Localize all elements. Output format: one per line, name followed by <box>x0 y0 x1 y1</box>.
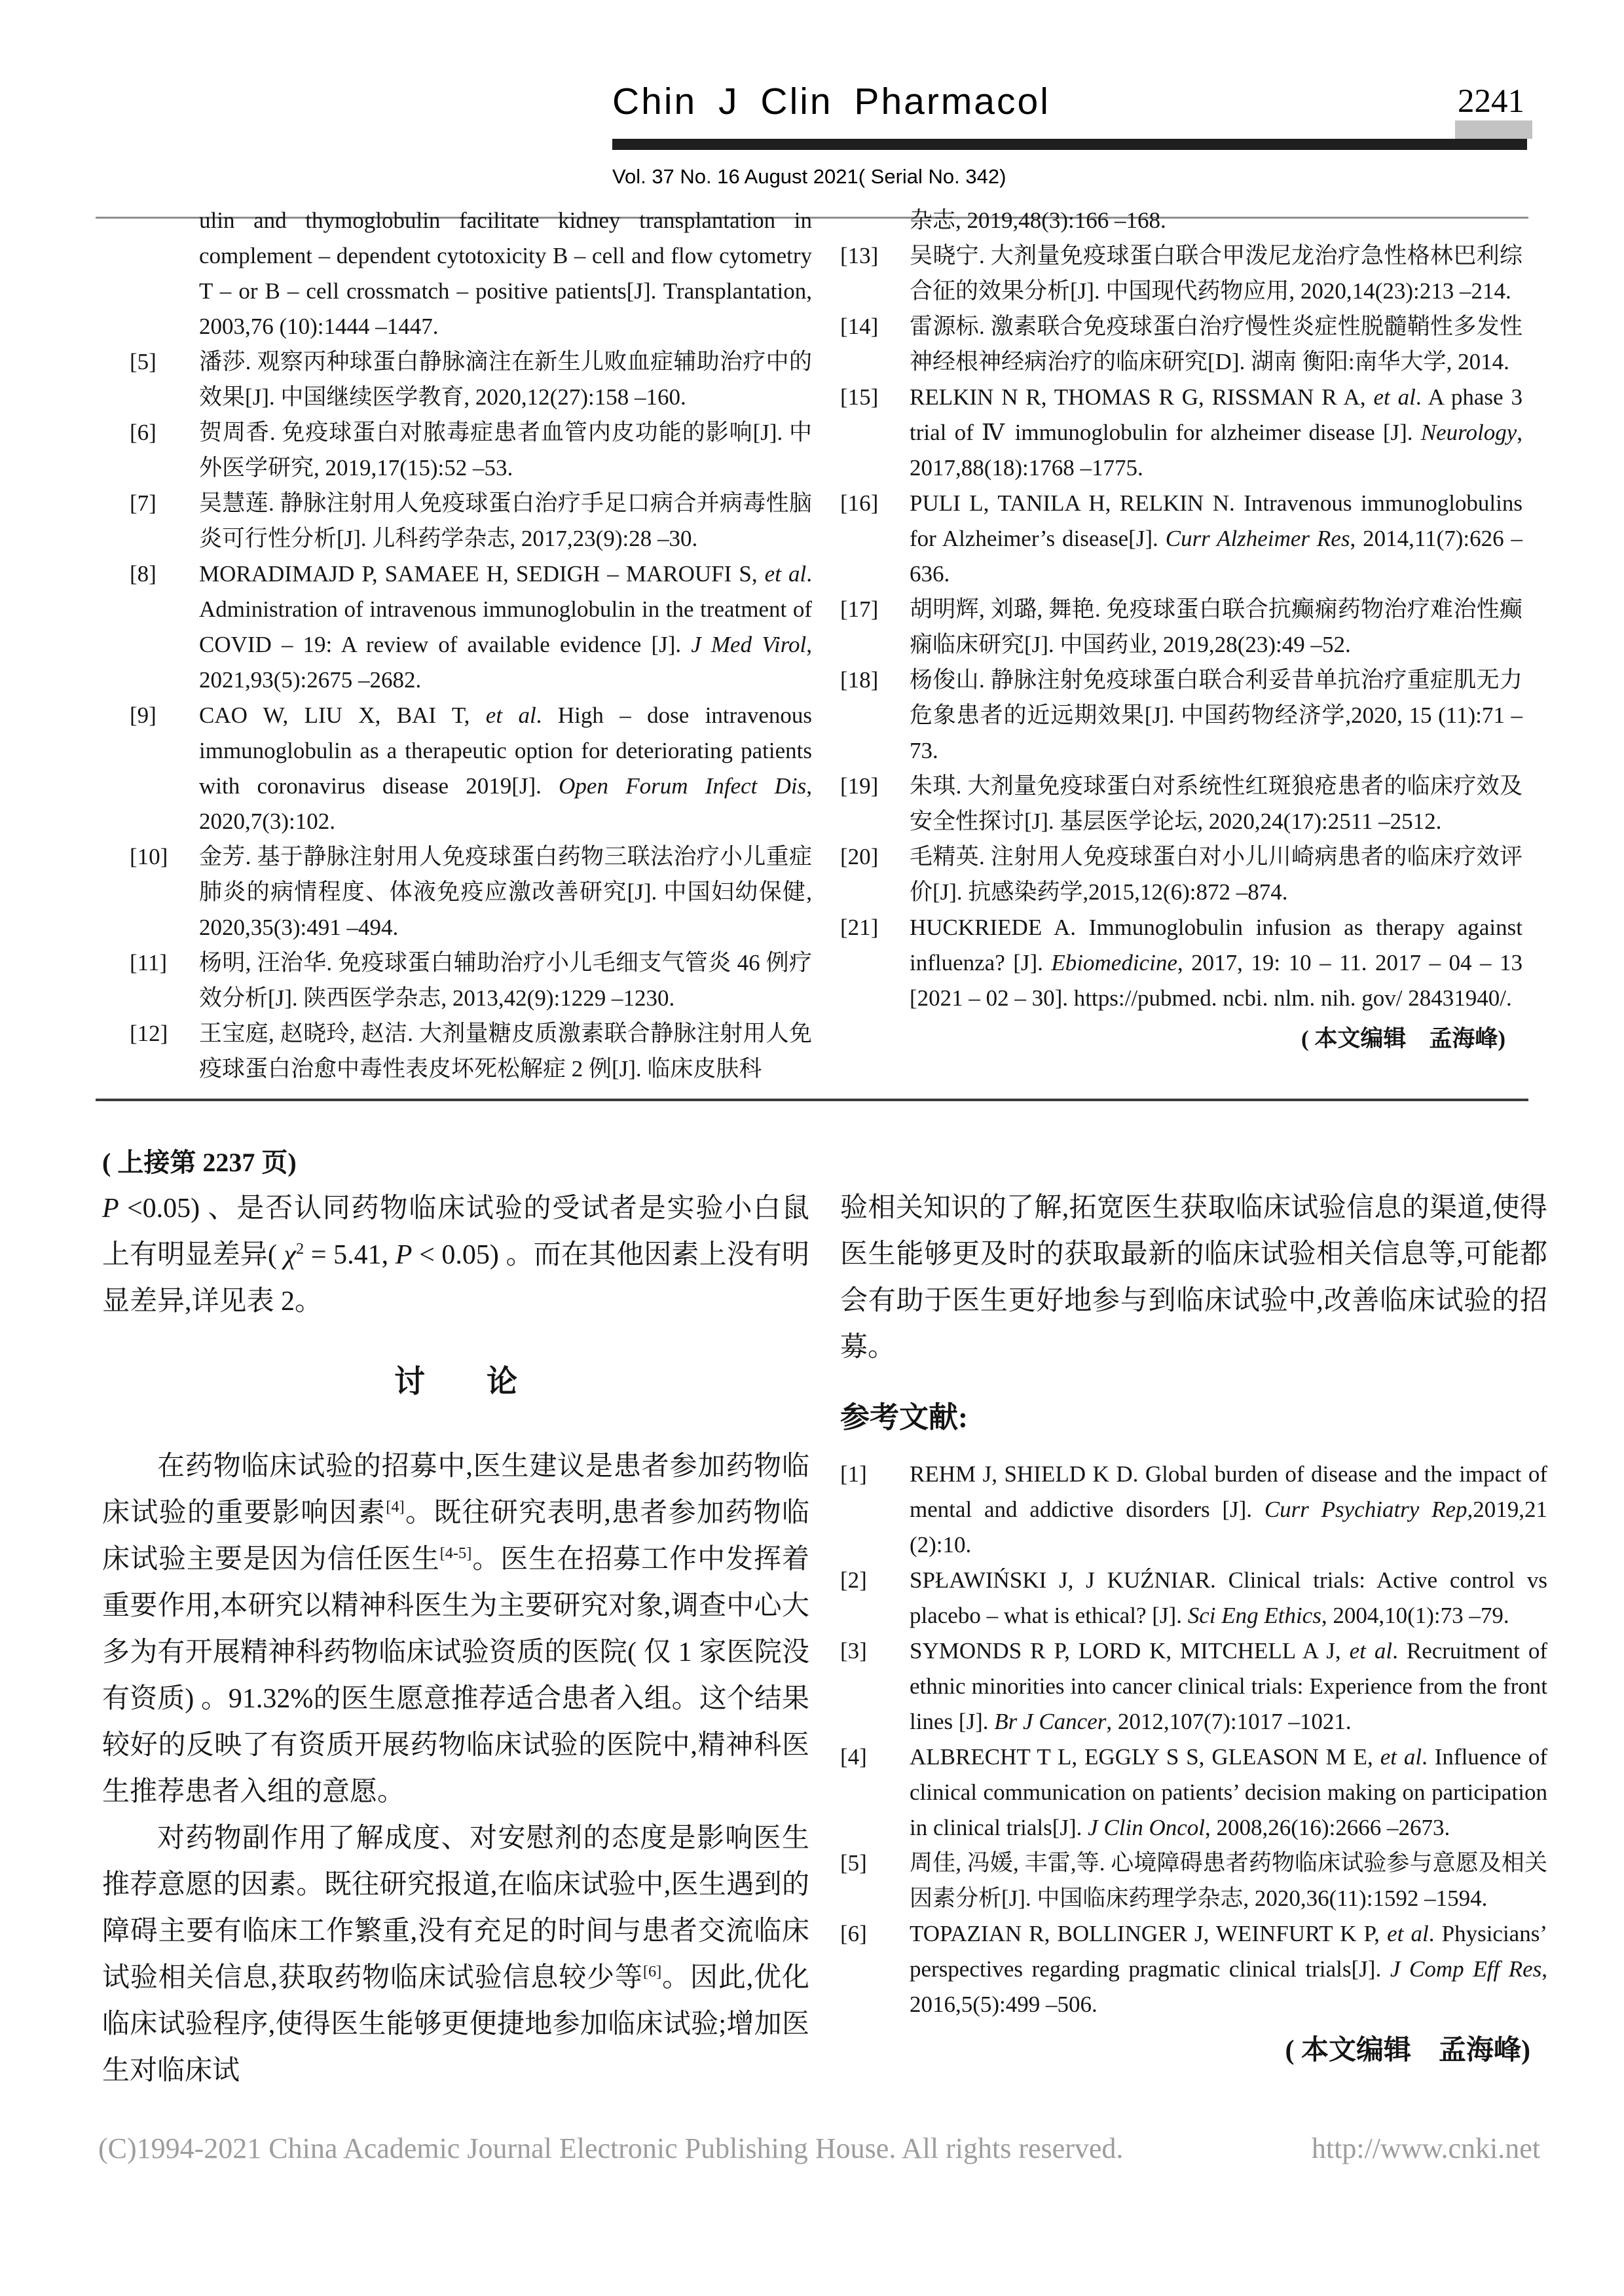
reference-text: HUCKRIEDE A. Immunoglobulin infusion as therapy against influenza? [J]. Ebiomedicine, 2017, 19: 10 – 11. 2017 – 04 – 13 [2021 – 02 – 30]. https://pubmed. ncbi. nlm. nih. gov/ 28431940/. <box>910 915 1522 1011</box>
reference-number: [15] <box>840 384 879 410</box>
header-bar <box>612 139 1527 150</box>
article-left-column <box>102 1139 809 2094</box>
reference-item <box>840 592 1522 663</box>
section-divider <box>96 1099 1528 1101</box>
reference-number: [7] <box>130 490 157 516</box>
reference-text: 吴慧莲. 静脉注射用人免疫球蛋白治疗手足口病合并病毒性脑炎可行性分析[J]. 儿科药学杂志, 2017,23(9):28 –30. <box>199 490 812 551</box>
discussion-paragraph-2: 对药物副作用了解成度、对安慰剂的态度是影响医生推荐意愿的因素。既往研究报道,在临床试验中,医生遇到的障碍主要有临床工作繁重,没有充足的时间与患者交流临床试验相关信息,获取药物临床试验信息较少等[6]。因此,优化临床试验程序,使得医生能够更便捷地参加临床试验;增加医生对临床试 <box>102 1823 809 2086</box>
reference-number <box>130 203 199 344</box>
reference-text: 雷源标. 激素联合免疫球蛋白治疗慢性炎症性脱髓鞘性多发性神经根神经病治疗的临床研究[D]. 湖南 衡阳:南华大学, 2014. <box>910 314 1522 374</box>
reference-number: [9] <box>130 702 157 728</box>
references-heading: 参考文献: <box>840 1401 968 1434</box>
continued-from-note: ( 上接第 2237 页) <box>102 1148 297 1177</box>
reference-text: 杂志, 2019,48(3):166 –168. <box>910 208 1166 233</box>
reference-number: [10] <box>130 844 168 869</box>
reference-item <box>130 839 812 945</box>
reference-text: 周佳, 冯媛, 丰雷,等. 心境障碍患者药物临床试验参与意愿及相关因素分析[J]. 中国临床药理学杂志, 2020,36(11):1592 –1594. <box>910 1850 1547 1911</box>
reference-item <box>130 344 812 415</box>
reference-text: SPŁAWIŃSKI J, J KUŹNIAR. Clinical trials: Active control vs placebo – what is ethical? [J]. Sci Eng Ethics, 2004,10(1):73 –79. <box>910 1567 1547 1628</box>
reference-item <box>130 486 812 556</box>
reference-text: MORADIMAJD P, SAMAEE H, SEDIGH – MAROUFI S, et al. Administration of intravenous immunoglobulin in the treatment of COVID – 19: A review of available evidence [J]. J Med Virol, 2021,93(5):2675 –2682. <box>199 561 813 693</box>
reference-number: [6] <box>130 420 157 445</box>
copyright-footer <box>98 2132 1540 2165</box>
reference-number: [17] <box>840 596 879 622</box>
discussion-continuation: 验相关知识的了解,拓宽医生获取临床试验信息的渠道,使得医生能够更及时的获取最新的临床试验相关信息等,可能都会有助于医生更好地参与到临床试验中,改善临床试验的招募。 <box>840 1193 1547 1362</box>
reference-text: 潘莎. 观察丙种球蛋白静脉滴注在新生儿败血症辅助治疗中的效果[J]. 中国继续医学教育, 2020,12(27):158 –160. <box>199 349 812 410</box>
article-right-column <box>840 1139 1547 2074</box>
journal-title: Chin J Clin Pharmacol <box>612 81 1050 122</box>
references-left-column <box>130 203 812 1087</box>
reference-number: [11] <box>130 950 168 975</box>
reference-item <box>840 839 1522 910</box>
reference-item <box>840 1740 1547 1846</box>
reference-text: ALBRECHT T L, EGGLY S S, GLEASON M E, et al. Influence of clinical communication on patients’ decision making on participation in clinical trials[J]. J Clin Oncol, 2008,26(16):2666 –2673. <box>910 1744 1547 1840</box>
reference-number: [8] <box>130 561 157 587</box>
reference-item <box>840 1916 1547 2022</box>
reference-item <box>840 309 1522 380</box>
reference-item <box>840 1457 1547 1563</box>
references-right-list <box>840 203 1522 1016</box>
reference-number: [14] <box>840 314 879 339</box>
references-right-column <box>840 203 1522 1057</box>
reference-number: [3] <box>840 1638 867 1664</box>
reference-text: 王宝庭, 赵晓玲, 赵洁. 大剂量糖皮质激素联合静脉注射用人免疫球蛋白治愈中毒性表皮坏死松解症 2 例[J]. 临床皮肤科 <box>199 1021 812 1082</box>
statistics-paragraph: P <0.05) 、是否认同药物临床试验的受试者是实验小白鼠上有明显差异( $\chi^2 = 5.41$, P < 0.05) 。而在其他因素上没有明显差异,详见表 2。 <box>102 1194 809 1317</box>
reference-text: TOPAZIAN R, BOLLINGER J, WEINFURT K P, et al. Physicians’ perspectives regarding pragmatic clinical trials[J]. J Comp Eff Res, 2016,5(5):499 –506. <box>910 1921 1547 2017</box>
reference-item <box>840 380 1522 486</box>
reference-item <box>840 769 1522 839</box>
reference-item <box>130 556 812 698</box>
reference-number: [5] <box>840 1850 867 1876</box>
reference-item <box>840 1846 1547 1916</box>
reference-text: 毛精英. 注射用人免疫球蛋白对小儿川崎病患者的临床疗效评价[J]. 抗感染药学,2015,12(6):872 –874. <box>910 844 1522 905</box>
header-bar-tab <box>1455 120 1532 139</box>
reference-text: REHM J, SHIELD K D. Global burden of disease and the impact of mental and addictive disorders [J]. Curr Psychiatry Rep,2019,21 (2):10. <box>910 1461 1547 1558</box>
reference-number: [5] <box>130 349 157 374</box>
reference-number: [2] <box>840 1567 867 1593</box>
reference-text: PULI L, TANILA H, RELKIN N. Intravenous immunoglobulins for Alzheimer’s disease[J]. Curr Alzheimer Res, 2014,11(7):626 –636. <box>910 490 1523 587</box>
page-number: 2241 <box>1458 83 1524 120</box>
reference-number: [6] <box>840 1921 867 1946</box>
reference-item <box>840 910 1522 1016</box>
reference-text: SYMONDS R P, LORD K, MITCHELL A J, et al. Recruitment of ethnic minorities into cancer clinical trials: Experience from the front lines [J]. Br J Cancer, 2012,107(7):1017 –1021. <box>910 1638 1548 1734</box>
copyright-text: (C)1994-2021 China Academic Journal Electronic Publishing House. All rights reserved. <box>98 2132 1124 2164</box>
reference-item <box>840 663 1522 769</box>
reference-number: [18] <box>840 667 879 693</box>
reference-text: 贺周香. 免疫球蛋白对脓毒症患者血管内皮功能的影响[J]. 中外医学研究, 2019,17(15):52 –53. <box>199 420 812 481</box>
reference-item <box>130 1016 812 1087</box>
reference-number: [20] <box>840 844 879 869</box>
reference-item <box>840 486 1522 592</box>
reference-number: [12] <box>130 1021 168 1046</box>
editor-note: ( 本文编辑 孟海峰) <box>1285 2035 1530 2066</box>
reference-item <box>840 238 1522 309</box>
reference-item <box>130 415 812 486</box>
reference-text: RELKIN N R, THOMAS R G, RISSMAN R A, et al. A phase 3 trial of Ⅳ immunoglobulin for alzheimer disease [J]. Neurology, 2017,88(18):1768 –1775. <box>910 384 1523 481</box>
reference-text: CAO W, LIU X, BAI T, et al. High – dose intravenous immunoglobulin as a therapeutic option for deteriorating patients with coronavirus disease 2019[J]. Open Forum Infect Dis, 2020,7(3):102. <box>199 702 812 834</box>
reference-number: [1] <box>840 1461 867 1487</box>
editor-note: ( 本文编辑 孟海峰) <box>1301 1026 1505 1051</box>
reference-item <box>130 698 812 839</box>
reference-number: [21] <box>840 915 879 940</box>
reference-text: 吴晓宁. 大剂量免疫球蛋白联合甲泼尼龙治疗急性格林巴利综合征的效果分析[J]. 中国现代药物应用, 2020,14(23):213 –214. <box>910 243 1522 304</box>
reference-number: [19] <box>840 773 879 799</box>
reference-item <box>840 203 1522 238</box>
reference-number: [13] <box>840 243 879 268</box>
reference-item <box>130 203 812 344</box>
discussion-heading: 讨 论 <box>394 1365 517 1399</box>
reference-text: ulin and thymoglobulin facilitate kidney transplantation in complement – dependent cytotoxicity B – cell and flow cytometry T – or B – cell crossmatch – positive patients[J]. Transplantation, 2003,76 (10):1444 –1447. <box>199 208 812 339</box>
article-references-list <box>840 1457 1547 2022</box>
reference-number: [4] <box>840 1744 867 1770</box>
reference-number: [16] <box>840 490 879 516</box>
reference-item <box>840 1633 1547 1740</box>
reference-item <box>840 1563 1547 1633</box>
cnki-url: http://www.cnki.net <box>1311 2132 1540 2164</box>
reference-text: 胡明辉, 刘璐, 舞艳. 免疫球蛋白联合抗癫痫药物治疗难治性癫痫临床研究[J]. 中国药业, 2019,28(23):49 –52. <box>910 596 1522 657</box>
reference-item <box>130 945 812 1016</box>
reference-number <box>840 203 910 238</box>
reference-text: 杨俊山. 静脉注射免疫球蛋白联合利妥昔单抗治疗重症肌无力危象患者的近远期效果[J]. 中国药物经济学,2020, 15 (11):71 –73. <box>910 667 1522 763</box>
reference-text: 金芳. 基于静脉注射用人免疫球蛋白药物三联法治疗小儿重症肺炎的病情程度、体液免疫应激改善研究[J]. 中国妇幼保健, 2020,35(3):491 –494. <box>199 844 812 940</box>
reference-text: 朱琪. 大剂量免疫球蛋白对系统性红斑狼疮患者的临床疗效及安全性探讨[J]. 基层医学论坛, 2020,24(17):2511 –2512. <box>910 773 1522 834</box>
discussion-paragraph-1: 在药物临床试验的招募中,医生建议是患者参加药物临床试验的重要影响因素[4]。既往研究表明,患者参加药物临床试验主要是因为信任医生[4-5]。医生在招募工作中发挥着重要作用,本研究以精神科医生为主要研究对象,调查中心大多为有开展精神科药物临床试验资质的医院( 仅 1 家医院没有资质) 。91.32%的医生愿意推荐适合患者入组。这个结果较好的反映了有资质开展药物临床试验的医院中,精神科医生推荐患者入组的意愿。 <box>102 1451 809 1807</box>
reference-text: 杨明, 汪治华. 免疫球蛋白辅助治疗小儿毛细支气管炎 46 例疗效分析[J]. 陕西医学杂志, 2013,42(9):1229 –1230. <box>199 950 812 1011</box>
volume-issue-line: Vol. 37 No. 16 August 2021( Serial No. 342) <box>612 165 1006 188</box>
